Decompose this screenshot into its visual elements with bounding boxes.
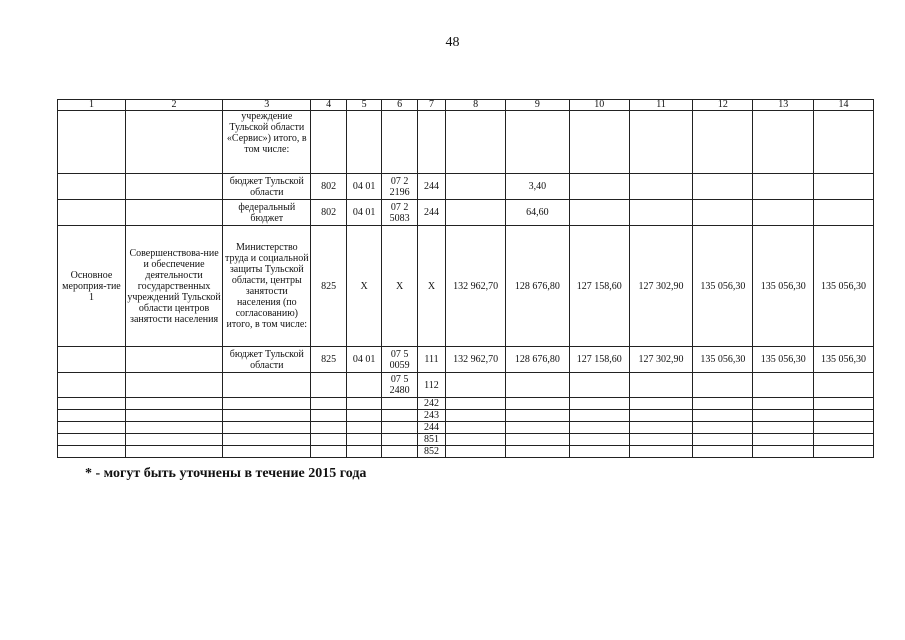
table-cell [814,373,874,398]
table-cell: 07 5 2480 [382,373,417,398]
table-cell [125,434,222,446]
table-cell: 135 056,30 [753,226,814,347]
table-cell [311,398,346,410]
header-cell: 14 [814,100,874,111]
table-cell [753,434,814,446]
table-cell [814,174,874,200]
table-cell [446,174,506,200]
header-cell: 6 [382,100,417,111]
table-cell [753,446,814,458]
table-cell [125,347,222,373]
footnote: * - могут быть уточнены в течение 2015 года [85,466,367,481]
table-cell [446,373,506,398]
table-row [58,446,874,458]
table-cell: 04 01 [346,174,381,200]
header-cell: 7 [417,100,445,111]
table-cell [693,398,753,410]
table-cell [346,446,381,458]
table-cell: Совершенствова-ние и обеспечение деятельности государственных учреждений Тульской области центров занятости населения [125,226,222,347]
table-cell [629,422,693,434]
table-cell [505,422,569,434]
table-cell [569,434,629,446]
table-cell [125,373,222,398]
table-cell: Министерство труда и социальной защиты Тульской области, центры занятости населения (по согласованию) итого, в том числе: [223,226,311,347]
table-row [58,410,874,422]
header-cell: 3 [223,100,311,111]
table-cell [223,373,311,398]
table-cell: 127 302,90 [629,347,693,373]
table-cell [629,200,693,226]
table-cell [814,446,874,458]
table-cell [569,373,629,398]
table-cell [505,398,569,410]
table-cell: бюджет Тульской области [223,174,311,200]
header-cell: 9 [505,100,569,111]
table-cell [505,434,569,446]
table-cell [629,434,693,446]
table-cell [58,446,126,458]
table-cell [58,434,126,446]
table-cell [446,398,506,410]
table-cell [569,174,629,200]
table-cell [58,200,126,226]
table-cell: 07 5 0059 [382,347,417,373]
table-cell [223,410,311,422]
budget-table [57,99,874,458]
table-cell: федеральный бюджет [223,200,311,226]
table-cell [125,111,222,174]
table-cell [446,422,506,434]
table-cell [382,434,417,446]
header-cell: 8 [446,100,506,111]
table-cell: 242 [417,398,445,410]
table-cell [693,446,753,458]
table-cell: Х [346,226,381,347]
table-cell [58,174,126,200]
table-cell [569,200,629,226]
table-cell [125,200,222,226]
table-cell [382,410,417,422]
table-cell [125,398,222,410]
table-cell [382,446,417,458]
table-cell [346,111,381,174]
table-cell [693,434,753,446]
table-cell [382,398,417,410]
table-cell [505,446,569,458]
table-cell [346,373,381,398]
table-cell [629,446,693,458]
header-cell: 13 [753,100,814,111]
table-cell: 243 [417,410,445,422]
table-cell [223,446,311,458]
table-cell: 802 [311,174,346,200]
table-cell [505,410,569,422]
table-cell [814,434,874,446]
table-row [58,398,874,410]
header-cell: 11 [629,100,693,111]
table-cell [693,111,753,174]
table-cell: 825 [311,226,346,347]
table-cell [125,174,222,200]
table-cell [753,200,814,226]
header-cell: 5 [346,100,381,111]
table-cell [346,422,381,434]
table-cell [417,111,445,174]
table-cell [753,410,814,422]
table-cell [629,111,693,174]
header-cell: 1 [58,100,126,111]
header-cell: 4 [311,100,346,111]
table-cell: 07 2 5083 [382,200,417,226]
table-cell [223,422,311,434]
table-cell [311,111,346,174]
header-cell: 10 [569,100,629,111]
table-cell [753,373,814,398]
header-cell: 2 [125,100,222,111]
table-cell [693,373,753,398]
table-cell: 135 056,30 [693,226,753,347]
table-cell [693,422,753,434]
table-cell: 3,40 [505,174,569,200]
table-cell [311,434,346,446]
table-cell [346,410,381,422]
table-cell [58,373,126,398]
table-cell [311,410,346,422]
table-cell [569,111,629,174]
table-cell: 111 [417,347,445,373]
header-cell: 12 [693,100,753,111]
table-cell: 127 302,90 [629,226,693,347]
table-cell [629,373,693,398]
table-cell [58,422,126,434]
table-cell [814,398,874,410]
table-row [58,373,874,398]
table-cell: 135 056,30 [753,347,814,373]
table-cell [382,422,417,434]
table-cell: Х [382,226,417,347]
table-cell: 04 01 [346,347,381,373]
table-cell [58,347,126,373]
table-cell: Основное мероприя-тие 1 [58,226,126,347]
table-cell [629,410,693,422]
table-cell: Х [417,226,445,347]
header-row [58,100,874,111]
table-row [58,174,874,200]
table-cell: 851 [417,434,445,446]
table-cell [693,410,753,422]
table-cell: 802 [311,200,346,226]
table-row [58,226,874,347]
table-cell: 244 [417,174,445,200]
table-cell: 132 962,70 [446,226,506,347]
table-cell [569,398,629,410]
table-cell: 135 056,30 [814,347,874,373]
table-cell: бюджет Тульской области [223,347,311,373]
table-cell [814,111,874,174]
table-cell [814,410,874,422]
table-cell [505,373,569,398]
table-cell: 07 2 2196 [382,174,417,200]
table-cell: 04 01 [346,200,381,226]
table-cell [58,111,126,174]
table-cell: 244 [417,422,445,434]
table-cell [446,410,506,422]
table-cell: 127 158,60 [569,226,629,347]
table-cell [446,446,506,458]
table-cell [814,200,874,226]
table-cell [753,398,814,410]
table-row [58,347,874,373]
table-row [58,434,874,446]
table-cell: 135 056,30 [693,347,753,373]
table-cell [569,446,629,458]
table-cell: 852 [417,446,445,458]
table-cell [311,422,346,434]
table-cell [446,434,506,446]
table-cell [569,422,629,434]
table-cell [58,398,126,410]
table-cell [346,398,381,410]
table-cell [125,410,222,422]
page-number: 48 [445,35,460,50]
table-cell: 135 056,30 [814,226,874,347]
table-row [58,422,874,434]
table-cell: 128 676,80 [505,347,569,373]
table-cell [125,422,222,434]
table-cell [125,446,222,458]
table-cell: 64,60 [505,200,569,226]
table-cell [346,434,381,446]
table-cell: 825 [311,347,346,373]
table-cell [311,373,346,398]
table-cell [629,398,693,410]
table-cell [693,200,753,226]
table-cell: 244 [417,200,445,226]
table-cell [753,422,814,434]
table-cell [446,111,506,174]
table-cell [629,174,693,200]
table-row [58,200,874,226]
table-cell [569,410,629,422]
table-cell [753,111,814,174]
table-cell: 128 676,80 [505,226,569,347]
table-cell [446,200,506,226]
table-cell [382,111,417,174]
table-cell [223,434,311,446]
table-cell [223,398,311,410]
table-cell: 132 962,70 [446,347,506,373]
table-cell [693,174,753,200]
table-cell [505,111,569,174]
table-cell [58,410,126,422]
table-cell [311,446,346,458]
table-cell: учреждение Тульской области «Сервис») итого, в том числе: [223,111,311,174]
table-row [58,111,874,174]
table-cell [753,174,814,200]
table-cell: 112 [417,373,445,398]
table-cell: 127 158,60 [569,347,629,373]
table-cell [814,422,874,434]
